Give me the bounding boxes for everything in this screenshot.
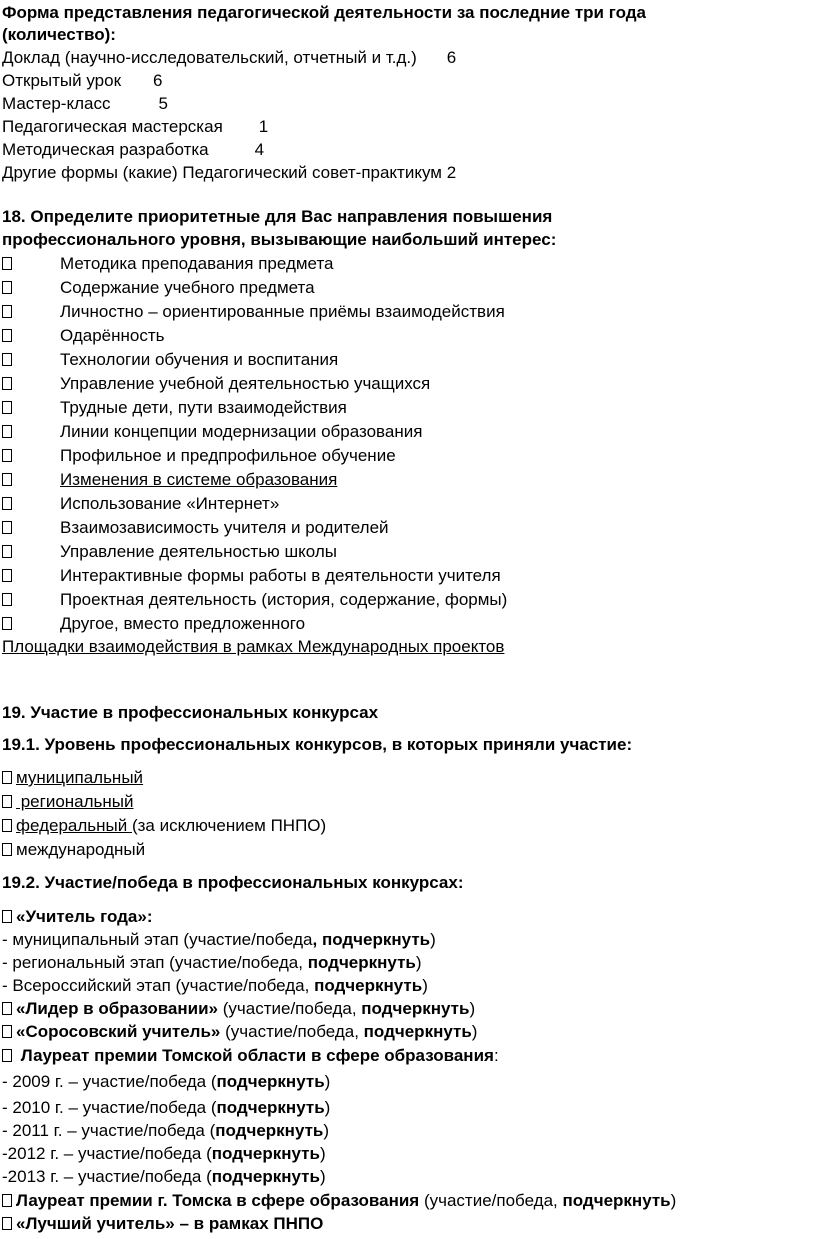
year-2012: -2012 г. – участие/победа (подчеркнуть) — [2, 1144, 326, 1163]
year-2011: - 2011 г. – участие/победа (подчеркнуть) — [2, 1121, 330, 1140]
q18-option[interactable]: Методика преподавания предмета — [2, 253, 12, 275]
checkbox-icon[interactable] — [2, 545, 12, 558]
form-item-count: 6 — [153, 71, 163, 90]
form-item-master-class — [2, 93, 168, 115]
form-item-other — [2, 162, 456, 184]
checkbox-icon[interactable] — [2, 353, 12, 366]
q18-option-selected[interactable]: Изменения в системе образования — [2, 469, 12, 491]
q19-title: 19. Участие в профессиональных конкурсах — [2, 703, 379, 722]
q18-option[interactable]: Использование «Интернет» — [2, 493, 12, 515]
q18-option[interactable]: Содержание учебного предмета — [2, 277, 12, 299]
contest-soros[interactable]: «Соросовский учитель» (участие/победа, подчеркнуть) — [2, 1021, 477, 1043]
form-item-report — [2, 47, 456, 69]
contest-leader[interactable]: «Лидер в образовании» (участие/победа, подчеркнуть) — [2, 998, 475, 1020]
checkbox-icon[interactable] — [2, 1049, 12, 1062]
form-item-methodical — [2, 139, 264, 161]
form-item-label: Доклад (научно-исследовательский, отчетный и т.д.) — [2, 48, 417, 67]
q18-option[interactable]: Взаимозависимость учителя и родителей — [2, 517, 12, 539]
checkbox-icon[interactable] — [2, 377, 12, 390]
form-item-label: Педагогическая мастерская — [2, 117, 223, 136]
form-item-open-lesson — [2, 70, 162, 92]
q18-option[interactable]: Трудные дети, пути взаимодействия — [2, 397, 12, 419]
year-2010: - 2010 г. – участие/победа (подчеркнуть) — [2, 1098, 331, 1117]
q18-option-other[interactable]: Другое, вместо предложенного — [2, 613, 12, 635]
q18-option[interactable]: Интерактивные формы работы в деятельности учителя — [2, 565, 12, 587]
checkbox-icon[interactable] — [2, 1025, 12, 1038]
form-item-count: 4 — [254, 140, 265, 159]
q18-option[interactable]: Личностно – ориентированные приёмы взаимодействия — [2, 301, 12, 323]
contest-tomsk-city[interactable]: Лауреат премии г. Томска в сфере образования (участие/победа, подчеркнуть) — [2, 1190, 676, 1212]
checkbox-icon[interactable] — [2, 1217, 12, 1230]
q19-2-title: 19.2. Участие/победа в профессиональных конкурсах: — [2, 873, 464, 892]
q18-option[interactable]: Проектная деятельность (история, содержание, формы) — [2, 589, 12, 611]
contest-tomsk-region[interactable]: Лауреат премии Томской области в сфере образования: — [2, 1045, 499, 1067]
checkbox-icon[interactable] — [2, 771, 12, 784]
checkbox-icon[interactable] — [2, 795, 12, 808]
checkbox-icon[interactable] — [2, 425, 12, 438]
stage-regional: - региональный этап (участие/победа, подчеркнуть) — [2, 953, 422, 972]
checkbox-icon[interactable] — [2, 843, 12, 856]
level-regional[interactable]: региональный — [2, 791, 134, 813]
form-title-line2: (количество): — [2, 25, 116, 44]
q18-option[interactable]: Линии концепции модернизации образования — [2, 421, 12, 443]
q19-1-title: 19.1. Уровень профессиональных конкурсов, в которых приняли участие: — [2, 735, 633, 754]
level-federal[interactable]: федеральный (за исключением ПНПО) — [2, 815, 326, 837]
contest-best-teacher[interactable]: «Лучший учитель» – в рамках ПНПО — [2, 1213, 323, 1235]
q18-title-line2: профессионального уровня, вызывающие наибольший интерес: — [2, 230, 557, 249]
stage-russia: - Всероссийский этап (участие/победа, подчеркнуть) — [2, 976, 428, 995]
checkbox-icon[interactable] — [2, 1002, 12, 1015]
checkbox-icon[interactable] — [2, 593, 12, 606]
form-item-label: Открытый урок — [2, 71, 121, 90]
q18-option[interactable]: Одарённость — [2, 325, 12, 347]
checkbox-icon[interactable] — [2, 329, 12, 342]
checkbox-icon[interactable] — [2, 569, 12, 582]
checkbox-icon[interactable] — [2, 401, 12, 414]
checkbox-icon[interactable] — [2, 497, 12, 510]
q18-option[interactable]: Технологии обучения и воспитания — [2, 349, 12, 371]
form-item-count: 5 — [158, 94, 168, 113]
checkbox-icon[interactable] — [2, 257, 12, 270]
checkbox-icon[interactable] — [2, 521, 12, 534]
checkbox-icon[interactable] — [2, 473, 12, 486]
form-item-count: 1 — [258, 117, 269, 136]
checkbox-icon[interactable] — [2, 910, 12, 923]
form-item-label: Методическая разработка — [2, 140, 209, 159]
form-item-label: Другие формы (какие) Педагогический совет-практикум 2 — [2, 163, 457, 182]
form-title-line1: Форма представления педагогической деятельности за последние три года — [2, 3, 646, 22]
q18-option[interactable]: Управление учебной деятельностью учащихся — [2, 373, 12, 395]
level-municipal[interactable]: муниципальный — [2, 767, 143, 789]
checkbox-icon[interactable] — [2, 449, 12, 462]
stage-municipal: - муниципальный этап (участие/победа, подчеркнуть) — [2, 930, 436, 949]
checkbox-icon[interactable] — [2, 617, 12, 630]
q18-other-answer: Площадки взаимодействия в рамках Международных проектов — [2, 637, 505, 656]
year-2013: -2013 г. – участие/победа (подчеркнуть) — [2, 1167, 326, 1186]
form-item-label: Мастер-класс — [2, 94, 111, 113]
q18-option[interactable]: Управление деятельностью школы — [2, 541, 12, 563]
year-2009: - 2009 г. – участие/победа (подчеркнуть) — [2, 1072, 331, 1091]
checkbox-icon[interactable] — [2, 1194, 12, 1207]
checkbox-icon[interactable] — [2, 305, 12, 318]
form-item-count: 6 — [446, 48, 457, 67]
q18-option[interactable]: Профильное и предпрофильное обучение — [2, 445, 12, 467]
q18-title-line1: 18. Определите приоритетные для Вас направления повышения — [2, 207, 553, 226]
form-item-workshop — [2, 116, 268, 138]
checkbox-icon[interactable] — [2, 281, 12, 294]
teacher-of-year[interactable]: «Учитель года»: — [2, 906, 152, 928]
level-international[interactable]: международный — [2, 839, 145, 861]
checkbox-icon[interactable] — [2, 819, 12, 832]
